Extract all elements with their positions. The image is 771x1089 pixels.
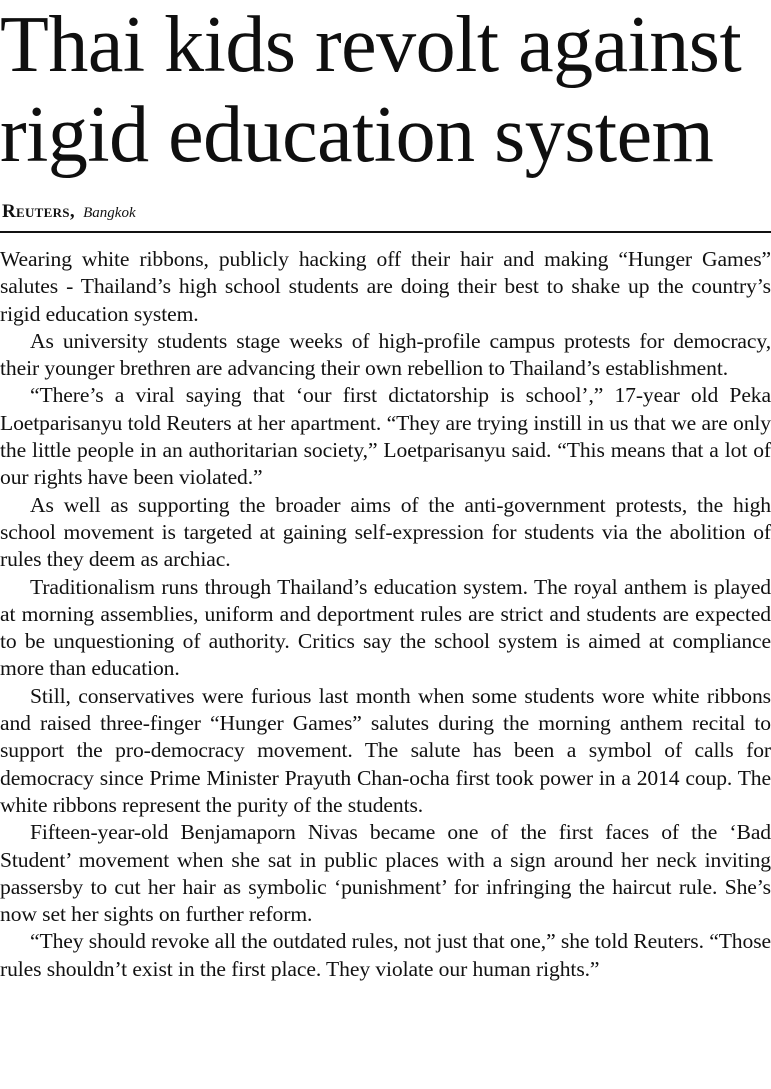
byline-location: Bangkok — [83, 205, 136, 221]
article-paragraph-7: Fifteen-year-old Benjamaporn Nivas became one of the first faces of the ‘Bad Student’ movement when she sat in public places with a sign around her neck inviting passersby to cut her hair as symbolic ‘punishment’ for infringing the haircut rule. She’s now set her sights on further reform. — [0, 820, 771, 927]
byline-agency: Reuters, — [2, 201, 75, 222]
article-paragraph-2: As university students stage weeks of high-profile campus protests for democracy, their younger brethren are advancing their own rebellion to Thailand’s establishment. — [0, 328, 771, 381]
headline-line-1: Thai kids revolt against — [0, 1, 742, 89]
byline — [2, 200, 136, 225]
article-paragraph-1: Wearing white ribbons, publicly hacking off their hair and making “Hunger Games” salutes - Thailand’s high school students are doing their best to shake up the country’s rigid education system. — [0, 247, 771, 326]
article-paragraph-8: “They should revoke all the outdated rules, not just that one,” she told Reuters. “Those rules shouldn’t exist in the first place. They violate our human rights.” — [0, 929, 771, 981]
byline-divider — [0, 231, 771, 233]
article-body — [0, 246, 771, 983]
headline — [0, 0, 771, 180]
headline-line-2: rigid education system — [0, 91, 714, 179]
article-paragraph-3: “There’s a viral saying that ‘our first dictatorship is school’,” 17-year old Peka Loetparisanyu told Reuters at her apartment. “They are trying instill in us that we are only the little people in an authoritarian society,” Loetparisanyu said. “This means that a lot of our rights have been violated.” — [0, 383, 771, 490]
article-paragraph-6: Still, conservatives were furious last month when some students wore white ribbons and raised three-finger “Hunger Games” salutes during the morning anthem recital to support the pro-democracy movement. The salute has been a symbol of calls for democracy since Prime Minister Prayuth Chan-ocha first took power in a 2014 coup. The white ribbons represent the purity of the students. — [0, 683, 771, 817]
article-paragraph-5: Traditionalism runs through Thailand’s education system. The royal anthem is played at morning assemblies, uniform and deportment rules are strict and students are expected to be unquestioning of authority. Critics say the school system is aimed at compliance more than education. — [0, 574, 771, 681]
article-paragraph-4: As well as supporting the broader aims of the anti-government protests, the high school movement is targeted at gaining self-expression for students via the abolition of rules they deem as archiac. — [0, 492, 771, 572]
